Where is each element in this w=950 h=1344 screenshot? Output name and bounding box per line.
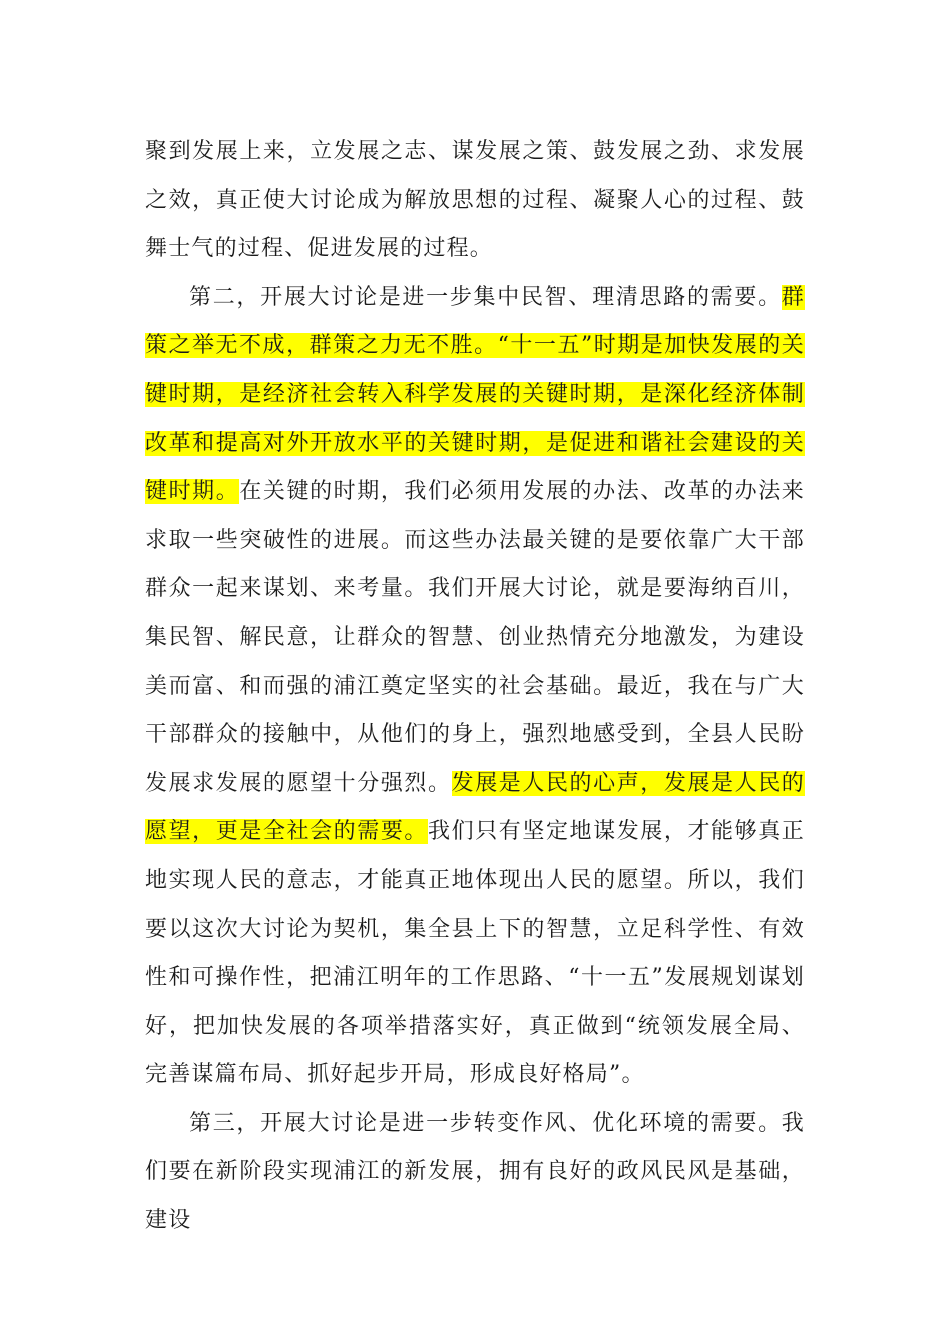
document-body — [145, 128, 805, 1246]
text-segment: 第三，开展大讨论是进一步转变作风、优化环境的需要。我们要在新阶段实现浦江的新发展，拥有良好的政风民风是基础，建设 — [145, 1110, 805, 1234]
text-segment: 在关键的时期，我们必须用发展的办法、改革的办法来求取一些突破性的进展。而这些办法最关键的是要依靠广大干部群众一起来谋划、来考量。我们开展大讨论，就是要海纳百川，集民智、解民意，让群众的智慧、创业热情充分地激发，为建设美而富、和而强的浦江奠定坚实的社会基础。最近，我在与广大干部群众的接触中，从他们的身上，强烈地感受到，全县人民盼发展求发展的愿望十分强烈。 — [145, 479, 805, 796]
highlighted-segment: 发展是人民的心声，发展是人民的愿望，更是全社会的需要。 — [145, 770, 805, 845]
text-segment: 第二，开展大讨论是进一步集中民智、理清思路的需要。 — [189, 284, 782, 310]
paragraph-1 — [145, 128, 805, 274]
paragraph-2 — [145, 274, 805, 1100]
text-segment: 聚到发展上来，立发展之志、谋发展之策、鼓发展之劲、求发展之效，真正使大讨论成为解放思想的过程、凝聚人心的过程、鼓舞士气的过程、促进发展的过程。 — [145, 139, 805, 262]
paragraph-3 — [145, 1100, 805, 1246]
highlighted-segment: 群策之举无不成，群策之力无不胜。“十一五”时期是加快发展的关键时期，是经济社会转入科学发展的关键时期，是深化经济体制改革和提高对外开放水平的关键时期，是促进和谐社会建设的关键时期。 — [145, 284, 805, 505]
text-segment: 我们只有坚定地谋发展，才能够真正地实现人民的意志，才能真正地体现出人民的愿望。所以，我们要以这次大讨论为契机，集全县上下的智慧，立足科学性、有效性和可操作性，把浦江明年的工作思路、“十一五”发展规划谋划好，把加快发展的各项举措落实好，真正做到“统领发展全局、完善谋篇布局、抓好起步开局，形成良好格局”。 — [145, 819, 806, 1088]
